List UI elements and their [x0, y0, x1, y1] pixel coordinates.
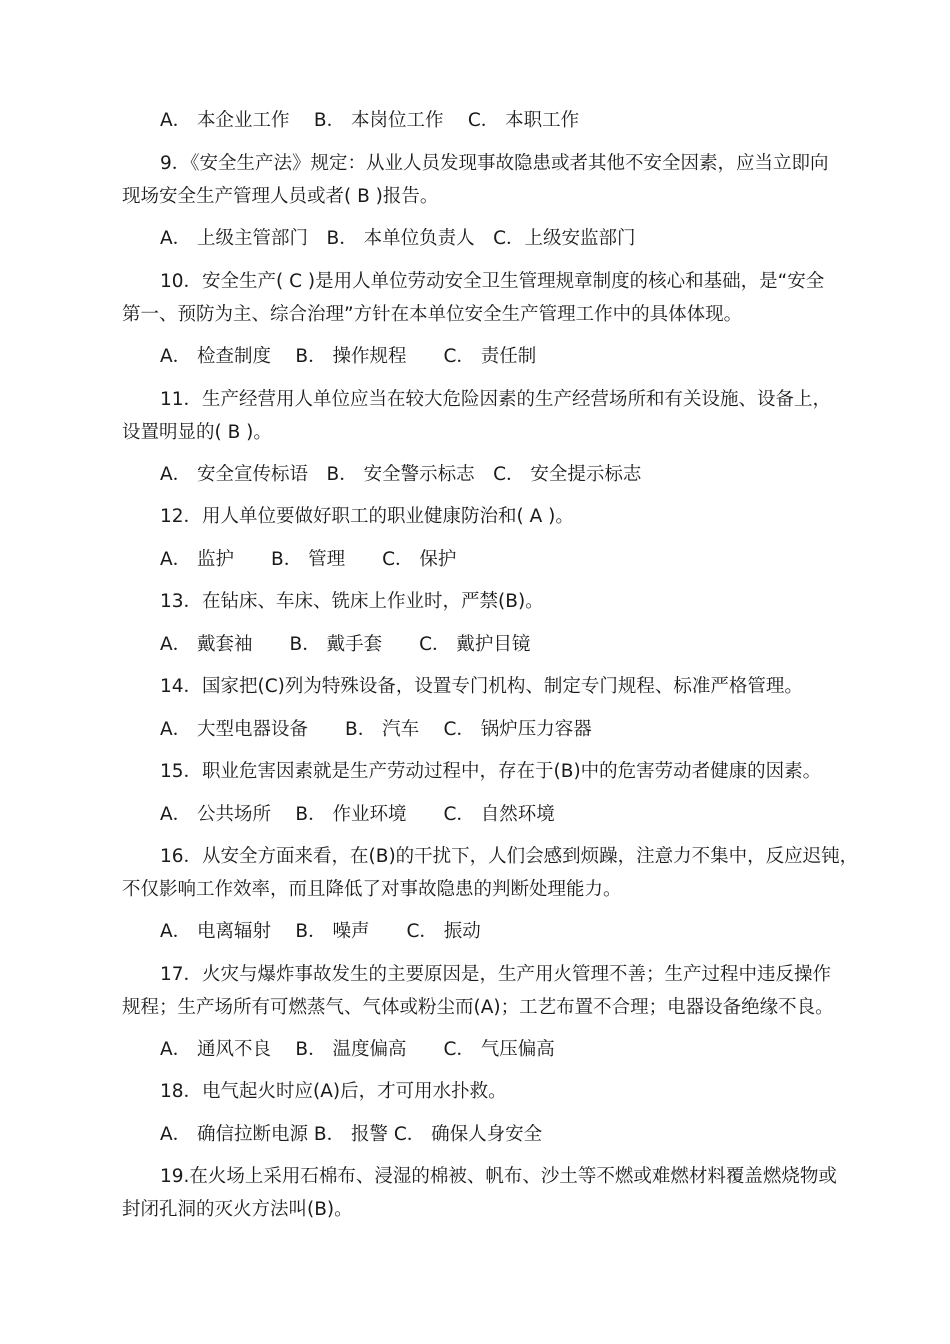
options-line: A． 确信拉断电源 B． 报警 C． 确保人身安全 — [160, 1124, 543, 1145]
question-13: 13．在钻床、车床、铣床上作业时，严禁(B)。 — [160, 591, 544, 612]
options-line: A． 上级主管部门 B． 本单位负责人 C．上级安监部门 — [160, 228, 636, 249]
options-line: A． 检查制度 B． 操作规程 C． 责任制 — [160, 346, 537, 367]
question-9-line-1: 9．《安全生产法》规定：从业人员发现事故隐患或者其他不安全因素，应当立即向 — [160, 153, 829, 174]
question-10-line-1: 10．安全生产( C )是用人单位劳动安全卫生管理规章制度的核心和基础，是“安全 — [160, 271, 825, 292]
question-15: 15．职业危害因素就是生产劳动过程中，存在于(B)中的危害劳动者健康的因素。 — [160, 761, 822, 782]
question-10-line-2: 第一、预防为主、综合治理”方针在本单位安全生产管理工作中的具体体现。 — [122, 304, 743, 325]
question-16-line-2: 不仅影响工作效率，而且降低了对事故隐患的判断处理能力。 — [122, 879, 622, 900]
question-19-line-1: 19.在火场上采用石棉布、浸湿的棉被、帆布、沙土等不燃或难燃材料覆盖燃烧物或 — [160, 1166, 837, 1187]
options-line: A． 安全宣传标语 B． 安全警示标志 C． 安全提示标志 — [160, 464, 642, 485]
options-line: A． 监护 B． 管理 C． 保护 — [160, 549, 457, 570]
question-12: 12．用人单位要做好职工的职业健康防治和( A )。 — [160, 506, 574, 527]
options-line: A． 公共场所 B． 作业环境 C． 自然环境 — [160, 804, 555, 825]
question-17-line-2: 规程；生产场所有可燃蒸气、气体或粉尘而(A)；工艺布置不合理；电器设备绝缘不良。 — [122, 997, 834, 1018]
options-line: A． 本企业工作 B． 本岗位工作 C． 本职工作 — [160, 110, 580, 131]
question-14: 14．国家把(C)列为特殊设备，设置专门机构、制定专门规程、标准严格管理。 — [160, 676, 803, 697]
question-17-line-1: 17．火灾与爆炸事故发生的主要原因是，生产用火管理不善；生产过程中违反操作 — [160, 964, 832, 985]
question-11-line-2: 设置明显的( B )。 — [122, 422, 272, 443]
options-line: A． 通风不良 B． 温度偏高 C． 气压偏高 — [160, 1039, 555, 1060]
question-18: 18．电气起火时应(A)后，才可用水扑救。 — [160, 1081, 507, 1102]
question-19-line-2: 封闭孔洞的灭火方法叫(B)。 — [122, 1199, 353, 1220]
options-line: A． 大型电器设备 B． 汽车 C． 锅炉压力容器 — [160, 719, 592, 740]
question-11-line-1: 11．生产经营用人单位应当在较大危险因素的生产经营场所和有关设施、设备上， — [160, 389, 832, 410]
question-9-line-2: 现场安全生产管理人员或者( B )报告。 — [122, 186, 439, 207]
options-line: A． 戴套袖 B． 戴手套 C． 戴护目镜 — [160, 634, 531, 655]
options-line: A． 电离辐射 B． 噪声 C． 振动 — [160, 921, 481, 942]
question-16-line-1: 16．从安全方面来看，在(B)的干扰下，人们会感到烦躁，注意力不集中，反应迟钝， — [160, 846, 859, 867]
